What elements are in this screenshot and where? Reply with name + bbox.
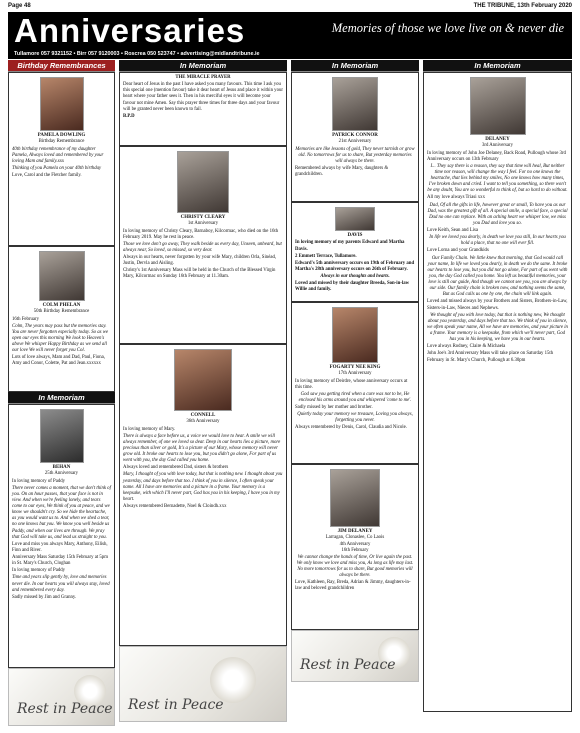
top-line <box>8 0 572 11</box>
notice-name: PAMELA DOWLING <box>37 133 86 138</box>
notice-intro: In loving memory of John Joe Delaney, Back Road, Pullough whose 3rd Anniversary occurs on 13th February <box>427 150 566 162</box>
notice-sign: Sadly missed by her mother and brother. <box>295 405 373 411</box>
notice-sign: Love Keith, Sean and Lisa <box>427 228 479 234</box>
notice-sign: Always in our hearts, never forgotten by your wife Mary, children Orla, Sinéad, Justin, Dervla and Aisling. <box>123 255 277 267</box>
notice-intro: In loving memory of Deirdre, whose anniversary occurs at this time. <box>295 378 408 390</box>
notice-sign: Always remembered by Denis, Carol, Claudia and Nicole. <box>295 425 407 431</box>
notice-sub: 17th Anniversary <box>338 371 372 377</box>
notice-mass: Christy's 1st Anniversary Mass will be held in the Church of the Blessed Virgin Mary, Kilcormac on Sunday 16th February at 11.30am. <box>123 268 276 280</box>
notice-sign: Lots of love always, Mam and Dad, Paul, Fiona, Amy and Conor, Colette, Pat and Jean.xxxxxx <box>12 355 105 367</box>
prayer-title: THE MIRACLE PRAYER <box>175 75 231 80</box>
notice-name: JIM DELANEY <box>337 529 373 534</box>
column-4 <box>423 60 572 729</box>
photo-patrick-connor <box>332 77 378 131</box>
notice-name: COLM PHELAN <box>42 303 81 308</box>
notice-intro: In loving memory of Mary. <box>123 426 176 432</box>
notice-sign: Always loved and remembered Dad, sisters & brothers <box>123 465 229 471</box>
notice-date: 16th February <box>341 547 369 553</box>
notice-sub: 21st Anniversary <box>338 139 372 145</box>
rip-text: Rest in Peace <box>17 701 113 718</box>
notice-verse: Mary, I thought of you with love today, but that is nothing new. I thought about you yesterday, and days before that too. I think of you in silence, I often speak your name. All I have are memories and a picture in a frame. Your memory is a keepsake, with which I'll never part, God has you in his keeping, I have you in my heart. <box>123 472 283 502</box>
tagline: Memories of those we love live on & never die <box>331 21 564 35</box>
notice-sub: 4th Anniversary <box>339 541 371 547</box>
notice-name: CONNELL <box>190 413 216 418</box>
contact-line: Tullamore 057 9321152 • Birr 057 9120003 • Roscrea 050 523747 • advertising@midlandtribune.ie <box>14 51 260 57</box>
photo-behan <box>40 409 84 463</box>
section-header-memoriam: In Memoriam <box>119 60 287 72</box>
notice-mass: Anniversary Mass Saturday 15th February at 5pm in St. Mary's Church, Cloghan <box>12 555 108 567</box>
notice-verse: Thinking of you Pamela on your 40th birthday <box>12 165 102 171</box>
notice-verse: God saw you getting tired when a cure was not to be, He enclosed his arms around you and whispered 'come to me'. <box>298 391 412 403</box>
notice-sub: 50th Birthday Remembrance <box>33 309 90 315</box>
section-header-memoriam: In Memoriam <box>8 392 115 404</box>
notice-sign: Sadly missed by Jim and Granny. <box>12 594 77 600</box>
rip-text: Rest in Peace <box>128 697 224 714</box>
rest-in-peace-graphic <box>8 668 115 726</box>
notice-fogarty <box>291 302 419 464</box>
notice-intro: In loving memory of Paddy <box>12 568 66 574</box>
notice-sign: Love and miss you always Mary, Anthony, Eilish, Finn and River. <box>12 541 108 553</box>
notice-sub: 3rd Anniversary <box>481 143 514 149</box>
notice-verse: Dad, Of all the gifts in life, however great or small, To have you as our Dad, was the greatest gift of all. A special smile, a special face, a special Dad no one can replace. With an aching heart we whisper low, we miss you Dad and love you so. <box>427 202 568 226</box>
notice-verse: Always in our thoughts and hearts. <box>320 274 390 280</box>
notice-sign: Love Lorna and your Grandkids <box>427 248 489 254</box>
notice-sign: Loved and missed by their daughter Breeda, Son-in-law Willie and family. <box>295 281 410 293</box>
photo-delaney <box>470 77 526 135</box>
page-title: Anniversaries <box>14 12 246 49</box>
notice-verse: Colm, The years may pass but the memories stay. You are never forgotten especially today. So as we open our eyes this morning We look to Heaven's above We whisper Happy Birthday as we send all our love We will never forget you Col. <box>12 323 109 354</box>
column-2 <box>119 60 287 729</box>
notice-sign: All my love always Triasi xxx <box>427 195 485 201</box>
notice-name: CHRISTY CLEARY <box>180 215 226 220</box>
notice-name: FOGARTY NEE KING <box>329 365 381 370</box>
notice-sub: Birthday Remembrance <box>38 139 85 145</box>
rest-in-peace-graphic <box>119 646 287 722</box>
notice-sub: 25th Anniversary <box>44 471 79 477</box>
notice-name: PATRICK CONNOR <box>332 133 378 138</box>
notice-connell <box>119 344 287 646</box>
notice-sign: Love, Carol and the Fletcher family. <box>12 173 82 179</box>
photo-fogarty <box>332 307 378 363</box>
notice-john-joe-delaney <box>423 72 572 712</box>
notice-sign: Always remembered Bernadette, Noel & Cloindh.xxx <box>123 504 227 510</box>
notice-intro: In loving memory of my parents Edward and Martha Davis. <box>295 240 405 252</box>
notice-christy-cleary <box>119 146 287 344</box>
anniversaries-banner <box>8 12 572 59</box>
notice-patrick-connor <box>291 72 419 202</box>
photo-christy-cleary <box>177 151 229 213</box>
notice-verse: Our Family Chain. We little knew that morning, that God would call your name, In life we loved you dearly, in death we do the same. It broke our hearts to lose you, but you did not go alone, For part of us went with you, the day God called you home. You left us beautiful memories, your love is still our guide, And though we cannot see you, you are always by our side. Our family chain is broken now, and nothing seems the same, But as God calls us one by one, the chain will link again. <box>427 255 568 298</box>
photo-jim-delaney <box>330 469 380 527</box>
notice-date: 16th February <box>12 316 40 322</box>
notice-place: Larragan, Clonaslee, Co Laois <box>325 535 385 541</box>
notice-verse: I... They say there is a reason, they say that time will heal, But neither time nor reason, will change the way I feel. For no one knows the heartache, that lies behind my smiles, No one knows how many times, I've broken down and cried. I want to tell you something, so there won't be any doubt, You are so wonderful to think of, but so hard to do without. <box>427 163 568 194</box>
notice-verse: There is always a face before us, a voice we would love to hear. A smile we will always remember, of one we loved so dear. Deep in our hearts lies a picture, more precious than silver or gold, It's a picture of our Mary, whose memory will never grow old. It broke our hearts to lose you, but you didn't go alone, For part of us went with you, the day God called you home. <box>123 433 281 464</box>
notice-pamela-dowling <box>8 72 115 246</box>
notice-intro: In loving memory of Paddy <box>12 478 66 484</box>
notice-sign: Love, Kathleen, Ray, Breda, Adrian & Jimmy, daughters-in-law and beloved grandchildren <box>295 580 411 592</box>
notice-verse: We cannot change the hands of time, Or live again the past. We only know we love and miss you, As long as life may last. No more tomorrows for us to share, But good memories will always be there. <box>296 554 414 579</box>
lily-icon <box>210 657 256 703</box>
notice-sub: 1st Anniversary <box>187 221 219 227</box>
notice-verse: There never comes a moment, that we don't think of you. On an hour passes, that your face is not in view. And when we're feeling lonely, and tears come to our eyes, We think of you at peace, and we know we shouldn't cry. So we hide the heartache, as you would want us to. And when we shed a tear, no one knows but you. We know you well beside us Paddy, and when our lives are through. We pray that God will take us, and lead us straight to you. <box>12 485 111 540</box>
notice-address: 2 Emmett Terrace, Tullamore. <box>295 253 357 259</box>
photo-colm-phelan <box>39 251 85 301</box>
notice-name: BEHAN <box>52 465 71 470</box>
notice-verse: Quietly today your memory we treasure, Loving you always, forgetting you never. <box>297 412 413 424</box>
section-header-memoriam: In Memoriam <box>423 60 572 72</box>
rip-text: Rest in Peace <box>300 657 396 674</box>
section-header-birthday: Birthday Remembrances <box>8 60 115 72</box>
notice-behan <box>8 404 115 668</box>
notice-miracle-prayer <box>119 72 287 146</box>
notice-verse: We thought of you with love today, but that is nothing new, We thought about you yesterday, and days before that too. We think of you in silence, we often speak your name, All we have are memories, and your picture in a frame. Your memory is a keepsake, from which we'll never part, God has you in his keeping, we have you in our hearts. <box>427 312 568 343</box>
section-header-memoriam: In Memoriam <box>291 60 419 72</box>
notice-sign: Love always Rodney, Claire & Michaela <box>427 344 506 350</box>
notice-sub: 36th Anniversary <box>186 419 220 425</box>
notice-mass: John Joe's 3rd Anniversary Mass will take place on Saturday 15th February in St. Mary's Church, Pullough at 6.30pm <box>427 351 554 363</box>
prayer-text: Dear heart of Jesus in the past I have asked you many favours. This time I ask you this special one (mention favour) take it dear heart of Jesus and place it within your heart where your father sees it. Then in his merciful eyes it will become your favour not mine Amen. Say this prayer three times for three days and your favour will be granted never been known to fail. <box>123 82 283 112</box>
page-number: Page 48 <box>8 2 31 9</box>
column-1 <box>8 60 115 729</box>
rest-in-peace-graphic <box>291 630 419 682</box>
paper-date: THE TRIBUNE, 13th February 2020 <box>473 2 572 9</box>
prayer-sign: B.P.D <box>123 113 135 119</box>
notice-colm-phelan <box>8 246 115 392</box>
column-3 <box>291 60 419 729</box>
photo-pamela-dowling <box>40 77 84 131</box>
notice-davis <box>291 202 419 302</box>
photo-davis <box>335 207 375 231</box>
notice-name: DAVIS <box>347 233 363 238</box>
notice-verse: Memories are like lessons of gold, They never tarnish or grow old. No tomorrows for us to share, But yesterday memories will always be there. <box>295 146 415 164</box>
notice-sign: Remembered always by wife Mary, daughters & grandchildren. <box>295 165 389 178</box>
notice-dates: Edward's 5th anniversary occurs on 19th of February and Martha's 28th anniversary occurs on 26th of February. <box>295 260 415 272</box>
notice-jim-delaney <box>291 464 419 630</box>
notice-verse: 40th birthday remembrance of my daughter Pamela, Always loved and remembered by your loving Mam and family.xxx <box>12 146 104 164</box>
notice-intro: In loving memory of Christy Cleary, Barnaboy, Kilcormac, who died on the 16th February 2019. May he rest in peace. <box>123 228 279 240</box>
notice-verse: In life we loved you dearly, in death we love you still, In our hearts you hold a place, that no one will ever fill. <box>429 235 566 247</box>
notice-sign: Loved and missed always by your Brothers and Sisters, Brothers-in-Law, Sisters-in-Law, Nieces and Nephews. <box>427 299 568 311</box>
notice-verse: Those we love don't go away, They walk beside us every day, Unseen, unheard, but always near, So loved, so missed, so very dear. <box>123 241 282 253</box>
notice-name: DELANEY <box>485 137 510 142</box>
notice-verse: Time and years slip gently by, love and memories never die. In our hearts you will always stay, loved and remembered every day. <box>12 575 110 593</box>
photo-connell <box>174 349 232 411</box>
